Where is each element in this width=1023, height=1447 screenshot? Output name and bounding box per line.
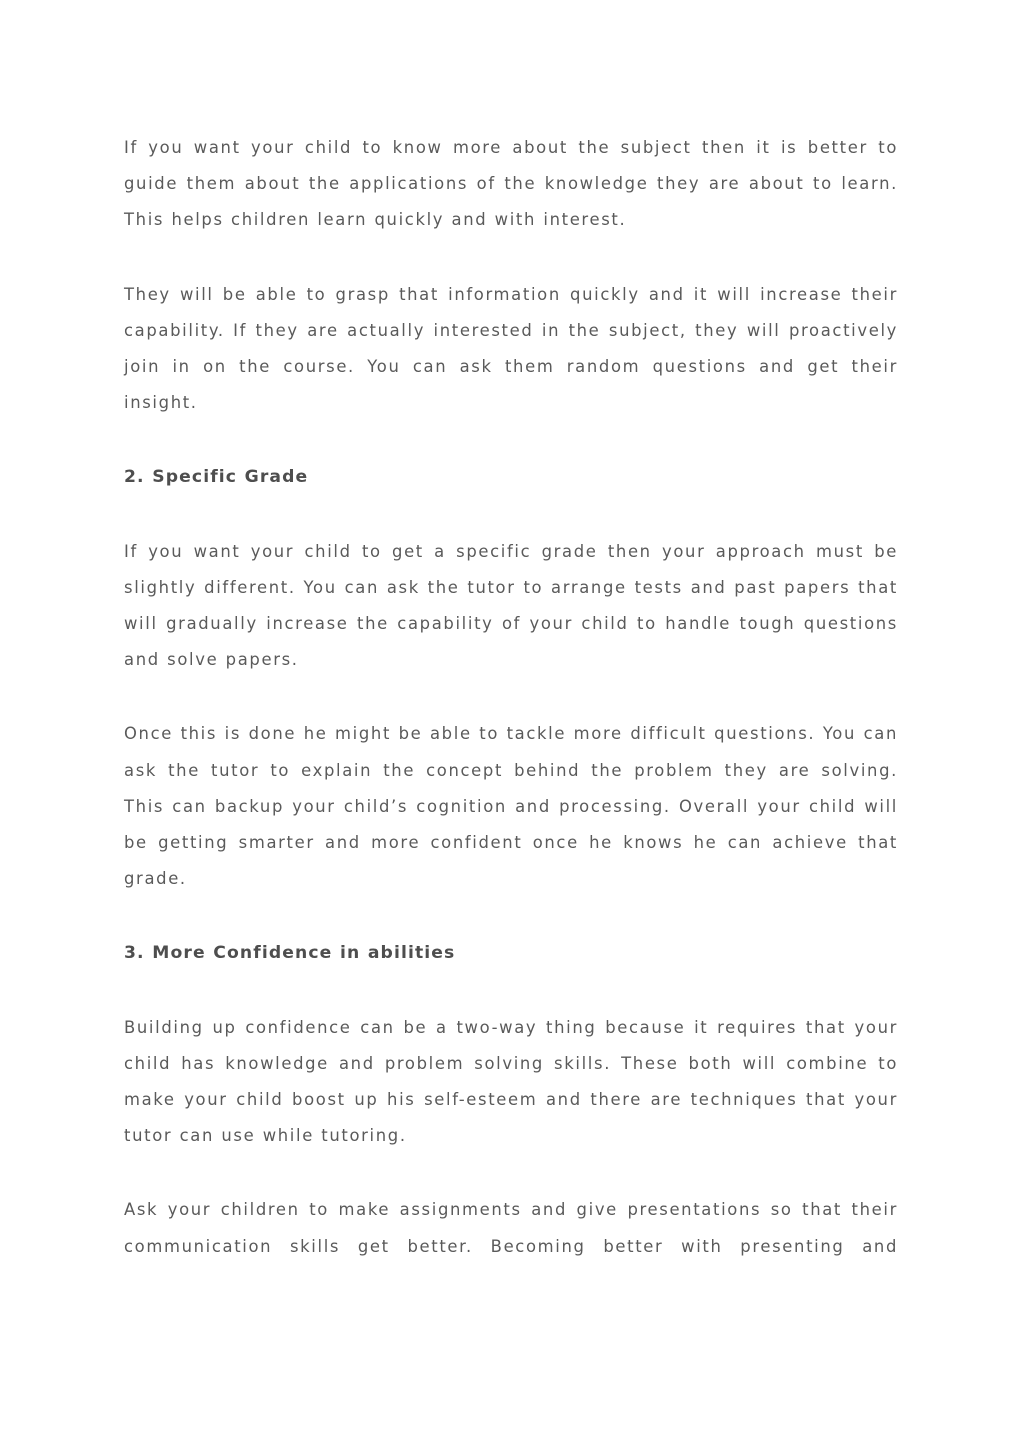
paragraph-building-confidence: Building up confidence can be a two-way thing because it requires that your child has knowledge and problem solving skills. These both will combine to make your child boost up his self-esteem and there are techniques that your tutor can use while tutoring. <box>124 1017 898 1146</box>
paragraph-difficult-questions: Once this is done he might be able to tackle more difficult questions. You can ask the tutor to explain the concept behind the problem they are solving. This can backup your child’s cognition and processing. Overall your child will be getting smarter and more confident once he knows he can achieve that grade. <box>124 724 898 889</box>
paragraph-grasp-information: They will be able to grasp that information quickly and it will increase their capability. If they are actually interested in the subject, they will proactively join in on the course. You can ask them random questions and get their insight. <box>124 284 898 413</box>
paragraph-applications: If you want your child to know more about the subject then it is better to guide them about the applications of the knowledge they are about to learn. This helps children learn quickly and with interest. <box>124 138 898 230</box>
paragraph-assignments-presentations: Ask your children to make assignments and give presentations so that their communication skills get better. Becoming better with presenting and <box>124 1200 898 1256</box>
heading-more-confidence: 3. More Confidence in abilities <box>124 943 456 964</box>
paragraph-specific-grade: If you want your child to get a specific grade then your approach must be slightly different. You can ask the tutor to arrange tests and past papers that will gradually increase the capability of your child to handle tough questions and solve papers. <box>124 541 898 670</box>
document-page <box>124 130 898 1302</box>
heading-specific-grade: 2. Specific Grade <box>124 467 309 488</box>
